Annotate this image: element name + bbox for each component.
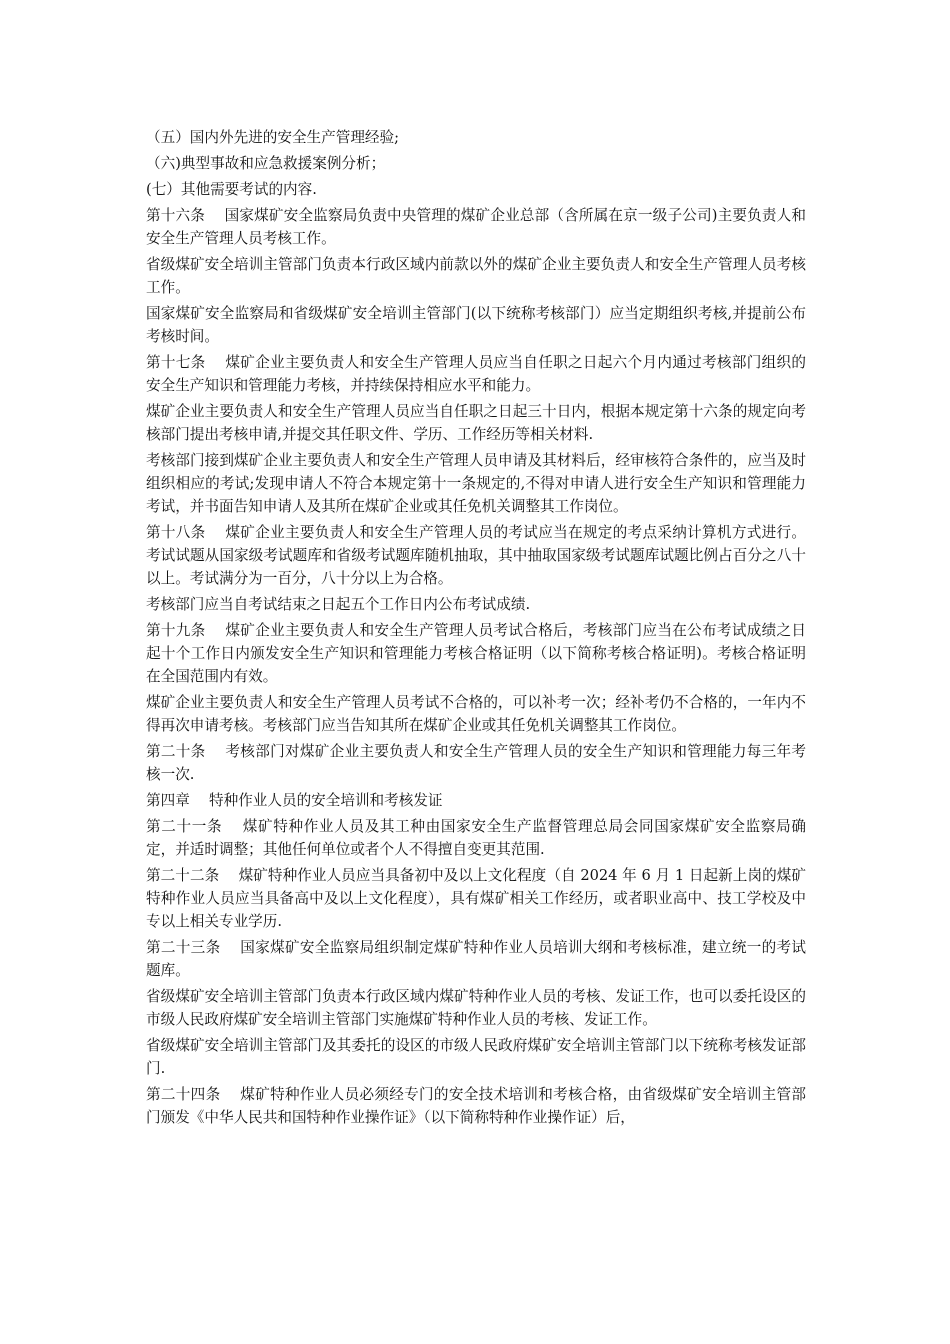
article-19-para-2: 煤矿企业主要负责人和安全生产管理人员考试不合格的，可以补考一次；经补考仍不合格的，一年内不得再次申请考核。考核部门应当告知其所在煤矿企业或其任免机关调整其工作岗位。 [146,694,806,734]
article-22: 第二十二条 煤矿特种作业人员应当具备初中及以上文化程度（自 2024 年 6 月 1 日起新上岗的煤矿特种作业人员应当具备高中及以上文化程度），具有煤矿相关工作经历，或者职业高中、技工学校及中专以上相关专业学历. [146,867,806,930]
article-23: 第二十三条 国家煤矿安全监察局组织制定煤矿特种作业人员培训大纲和考核标准，建立统一的考试题库。 [146,939,806,979]
article-17-para-2: 煤矿企业主要负责人和安全生产管理人员应当自任职之日起三十日内，根据本规定第十六条的规定向考核部门提出考核申请,并提交其任职文件、学历、工作经历等相关材料. [146,403,806,443]
article-18-para-2: 考核部门应当自考试结束之日起五个工作日内公布考试成绩. [146,596,531,613]
article-21: 第二十一条 煤矿特种作业人员及其工种由国家安全生产监督管理总局会同国家煤矿安全监察局确定，并适时调整；其他任何单位或者个人不得擅自变更其范围. [146,818,806,858]
paragraph-item-7: (七）其他需要考试的内容. [146,181,317,198]
article-17-para-3: 考核部门接到煤矿企业主要负责人和安全生产管理人员申请及其材料后，经审核符合条件的，应当及时组织相应的考试;发现申请人不符合本规定第十一条规定的,不得对申请人进行安全生产知识和管理能力考试，并书面告知申请人及其所在煤矿企业或其任免机关调整其工作岗位。 [146,452,806,515]
article-20: 第二十条 考核部门对煤矿企业主要负责人和安全生产管理人员的安全生产知识和管理能力每三年考核一次. [146,743,806,783]
article-16-para-2: 省级煤矿安全培训主管部门负责本行政区域内前款以外的煤矿企业主要负责人和安全生产管理人员考核工作。 [146,256,806,296]
article-24: 第二十四条 煤矿特种作业人员必须经专门的安全技术培训和考核合格，由省级煤矿安全培训主管部门颁发《中华人民共和国特种作业操作证》（以下简称特种作业操作证）后， [146,1086,806,1126]
article-23-para-2: 省级煤矿安全培训主管部门负责本行政区域内煤矿特种作业人员的考核、发证工作，也可以委托设区的市级人民政府煤矿安全培训主管部门实施煤矿特种作业人员的考核、发证工作。 [146,988,806,1028]
article-19: 第十九条 煤矿企业主要负责人和安全生产管理人员考试合格后，考核部门应当在公布考试成绩之日起十个工作日内颁发安全生产知识和管理能力考核合格证明（以下简称考核合格证明)。考核合格证明在全国范围内有效。 [146,622,806,685]
article-18: 第十八条 煤矿企业主要负责人和安全生产管理人员的考试应当在规定的考点采纳计算机方式进行。考试试题从国家级考试题库和省级考试题库随机抽取，其中抽取国家级考试题库试题比例占百分之八十以上。考试满分为一百分，八十分以上为合格。 [146,524,806,587]
article-23-para-3: 省级煤矿安全培训主管部门及其委托的设区的市级人民政府煤矿安全培训主管部门以下统称考核发证部门. [146,1037,806,1077]
article-16: 第十六条 国家煤矿安全监察局负责中央管理的煤矿企业总部（含所属在京一级子公司)主要负责人和安全生产管理人员考核工作。 [146,207,806,247]
article-17: 第十七条 煤矿企业主要负责人和安全生产管理人员应当自任职之日起六个月内通过考核部门组织的安全生产知识和管理能力考核，并持续保持相应水平和能力。 [146,354,806,394]
document-page [146,126,806,1132]
paragraph-item-6: （六)典型事故和应急救援案例分析； [146,155,386,172]
chapter-4-heading: 第四章 特种作业人员的安全培训和考核发证 [146,792,443,809]
paragraph-item-5: （五）国内外先进的安全生产管理经验; [146,129,400,146]
article-16-para-3: 国家煤矿安全监察局和省级煤矿安全培训主管部门(以下统称考核部门）应当定期组织考核,并提前公布考核时间。 [146,305,806,345]
